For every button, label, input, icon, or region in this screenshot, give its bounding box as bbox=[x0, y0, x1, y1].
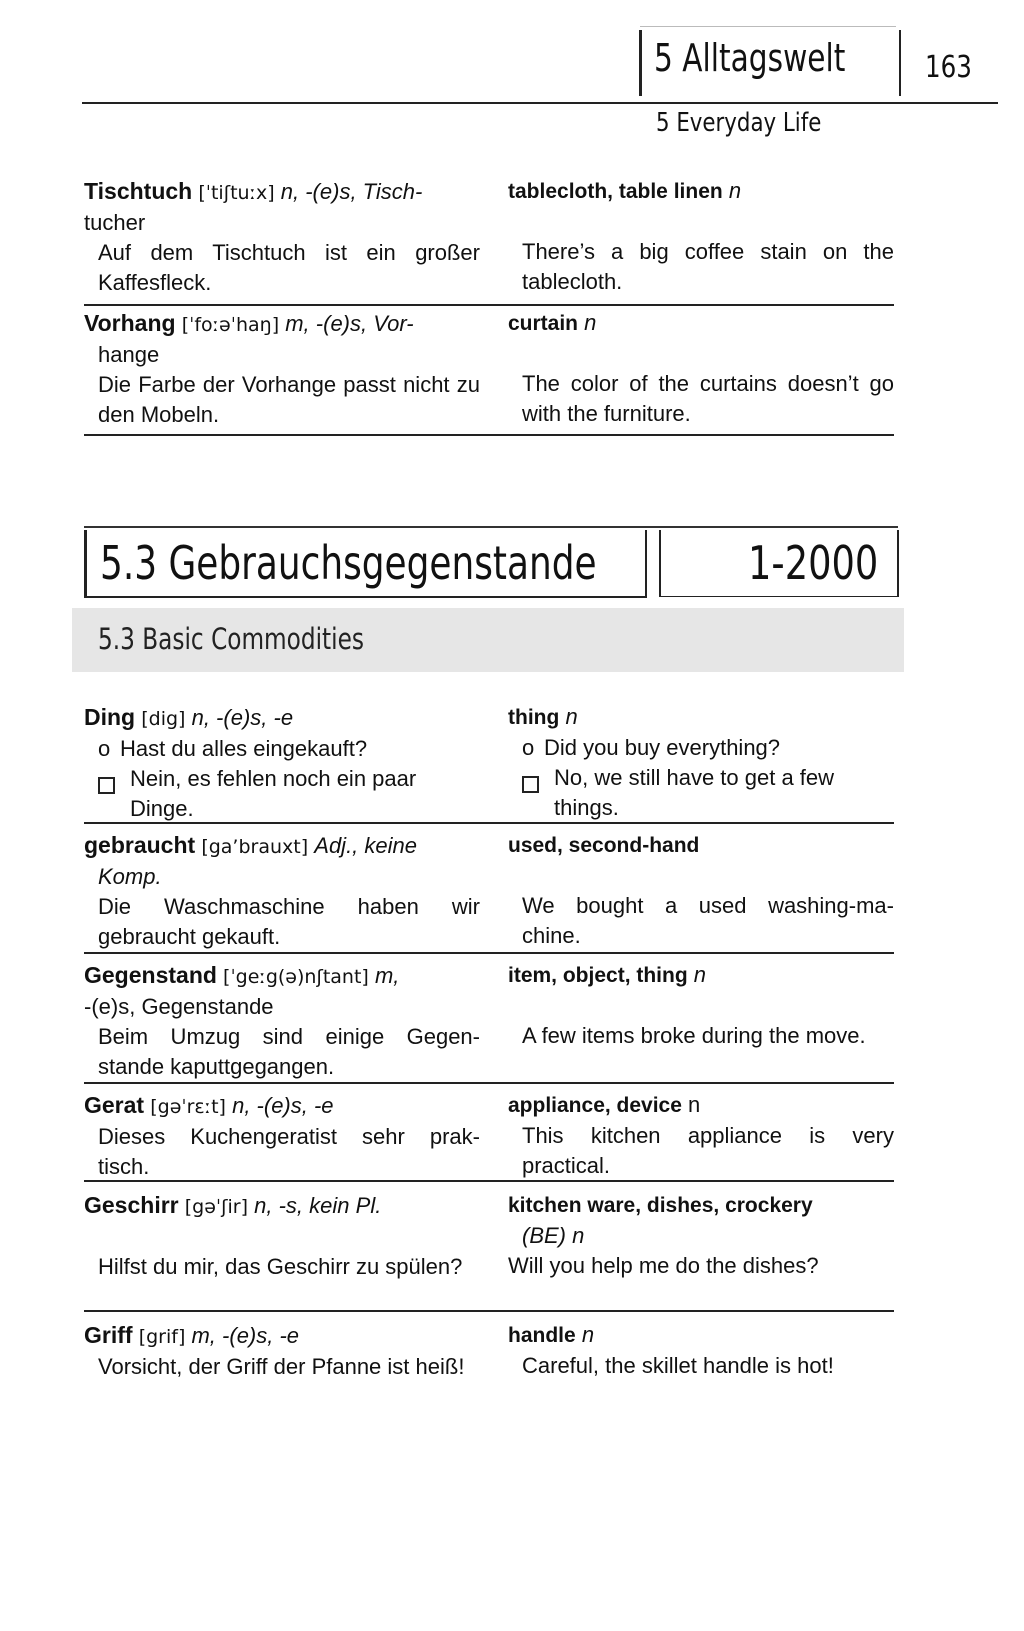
grammar-info: n, -(e)s, Tisch- bbox=[280, 179, 423, 204]
example-de: Dieses Kuchengeratist sehr prak- tisch. bbox=[98, 1124, 480, 1179]
circle-marker-icon: o bbox=[522, 735, 535, 760]
entry-gegenstand-en bbox=[508, 960, 894, 1051]
circle-marker-icon: o bbox=[98, 736, 111, 761]
dialog-question-text: Hast du alles eingekauft? bbox=[120, 736, 368, 761]
entry-divider bbox=[84, 952, 894, 954]
headword: Vorhang bbox=[84, 310, 176, 336]
entry-gegenstand-de bbox=[84, 960, 480, 1082]
pronunciation: [ga’brauxt] bbox=[201, 836, 309, 858]
entry-tischtuch-de bbox=[84, 176, 480, 298]
translation: kitchen ware, dishes, crockery bbox=[508, 1194, 813, 1217]
example-en: We bought a used washing-ma- chine. bbox=[522, 893, 894, 948]
entry-geschirr-en bbox=[508, 1190, 894, 1281]
grammar-info: n, -(e)s, -e bbox=[232, 1093, 334, 1118]
entry-ding-en bbox=[508, 702, 894, 823]
pronunciation: [ˈgeːg(ə)nʃtant] bbox=[223, 966, 369, 988]
entry-geschirr-de bbox=[84, 1190, 480, 1282]
square-marker-icon bbox=[522, 776, 539, 793]
pronunciation: [ˈtiʃtuːx] bbox=[198, 182, 275, 204]
grammar-continued: -(e)s, Gegenstande bbox=[84, 994, 274, 1019]
grammar-info: n, -s, bbox=[254, 1193, 304, 1218]
grammar-info: n, -(e)s, -e bbox=[191, 705, 294, 730]
headword: Geschirr bbox=[84, 1192, 179, 1218]
example-en: The color of the curtains doesn’t go with the furniture. bbox=[522, 371, 894, 426]
translation: used, second-hand bbox=[508, 834, 700, 857]
translation-pos: n bbox=[693, 962, 707, 987]
grammar-info: m, -(e)s, -e bbox=[191, 1323, 300, 1348]
entry-tischtuch-en bbox=[508, 176, 894, 297]
entry-ding-de bbox=[84, 702, 480, 824]
example-de: Beim Umzug sind einige Gegen- stande kaputtgegangen. bbox=[98, 1024, 480, 1079]
headword: gebraucht bbox=[84, 832, 196, 858]
entry-gebraucht-en bbox=[508, 830, 894, 951]
grammar-plural-note: kein Pl. bbox=[309, 1193, 382, 1218]
translation: curtain bbox=[508, 312, 579, 335]
entry-vorhang-en bbox=[508, 308, 894, 429]
entry-head bbox=[84, 176, 480, 208]
entry-divider bbox=[84, 822, 894, 824]
example-de: Die Farbe der Vorhange passt nicht zu den Mobeln. bbox=[98, 372, 480, 427]
translation-pos: n bbox=[688, 1092, 701, 1117]
page-number: 163 bbox=[925, 50, 972, 85]
entry-gerat-en bbox=[508, 1090, 894, 1181]
example-en: Careful, the skillet handle is hot! bbox=[522, 1353, 834, 1378]
translation-pos: (BE) n bbox=[522, 1223, 585, 1248]
example-de: Vorsicht, der Griff der Pfanne ist heiß! bbox=[98, 1354, 465, 1379]
chapter-title: 5 Alltagswelt bbox=[654, 36, 846, 80]
example-en: This kitchen appliance is very practical. bbox=[522, 1123, 894, 1178]
translation-pos: n bbox=[565, 704, 578, 729]
dialog-answer-text: Nein, es fehlen noch ein paar Dinge. bbox=[130, 766, 417, 821]
entry-divider bbox=[84, 1180, 894, 1182]
example-en: A few items broke during the move. bbox=[522, 1023, 866, 1048]
headword: Ding bbox=[84, 704, 136, 730]
headword: Gegenstand bbox=[84, 962, 217, 988]
translation: appliance, device bbox=[508, 1094, 682, 1117]
pronunciation: [gəˈʃir] bbox=[184, 1196, 249, 1218]
grammar-continued: hange bbox=[98, 342, 160, 367]
dialog-question-en bbox=[508, 733, 894, 763]
entry-griff-de bbox=[84, 1320, 480, 1382]
example-de: Auf dem Tischtuch ist ein großer Kaffesfleck. bbox=[98, 240, 480, 295]
entry-vorhang-de bbox=[84, 308, 480, 430]
headword: Tischtuch bbox=[84, 178, 193, 204]
pronunciation: [grif] bbox=[138, 1326, 186, 1348]
chapter-subtitle: 5 Everyday Life bbox=[656, 108, 822, 138]
dialog-question-de bbox=[84, 734, 480, 764]
chapter-box-top-line bbox=[640, 26, 896, 27]
dialog-answer-en bbox=[508, 763, 894, 823]
example-de: Hilfst du mir, das Geschirr zu spülen? bbox=[98, 1254, 463, 1279]
translation: thing bbox=[508, 706, 560, 729]
dialog-question-text: Did you buy everything? bbox=[544, 735, 781, 760]
example-de: Die Waschmaschine haben wir gebraucht gekauft. bbox=[98, 894, 480, 949]
example-en: Will you help me do the dishes? bbox=[508, 1253, 819, 1278]
dialog-answer-de bbox=[84, 764, 480, 824]
headword: Gerat bbox=[84, 1092, 145, 1118]
entry-divider bbox=[84, 434, 894, 436]
translation-pos: n bbox=[584, 310, 597, 335]
entry-divider bbox=[84, 1310, 894, 1312]
pronunciation: [dig] bbox=[141, 708, 186, 730]
pronunciation: [ˈfoːəˈhaŋ] bbox=[181, 314, 280, 336]
translation-pos: n bbox=[728, 178, 742, 203]
section-title: 5.3 Gebrauchsgegenstande bbox=[100, 536, 597, 590]
section-top-rule bbox=[84, 526, 898, 528]
grammar-continued: Komp. bbox=[98, 864, 162, 889]
entry-gerat-de bbox=[84, 1090, 480, 1182]
translation: item, object, thing bbox=[508, 964, 688, 987]
grammar-info: m, -(e)s, Vor- bbox=[285, 311, 414, 336]
grammar-info: Adj., keine bbox=[314, 833, 417, 858]
translation-pos: n bbox=[581, 1322, 595, 1347]
pronunciation: [gəˈrɛːt] bbox=[150, 1096, 226, 1118]
grammar-continued: tucher bbox=[84, 210, 146, 235]
entry-gebraucht-de bbox=[84, 830, 480, 952]
square-marker-icon bbox=[98, 777, 115, 794]
translation: tablecloth, table linen bbox=[508, 180, 723, 203]
section-frequency-range: 1-2000 bbox=[748, 536, 879, 590]
section-subtitle: 5.3 Basic Commodities bbox=[98, 622, 364, 656]
entry-divider bbox=[84, 304, 894, 306]
dialog-answer-text: No, we still have to get a few things. bbox=[554, 765, 835, 820]
entry-divider bbox=[84, 1082, 894, 1084]
header-rule bbox=[82, 102, 998, 104]
headword: Griff bbox=[84, 1322, 133, 1348]
entry-griff-en bbox=[508, 1320, 894, 1381]
translation: handle bbox=[508, 1324, 576, 1347]
example-en: There’s a big coffee stain on the tablecloth. bbox=[522, 239, 894, 294]
grammar-info: m, bbox=[374, 963, 400, 988]
